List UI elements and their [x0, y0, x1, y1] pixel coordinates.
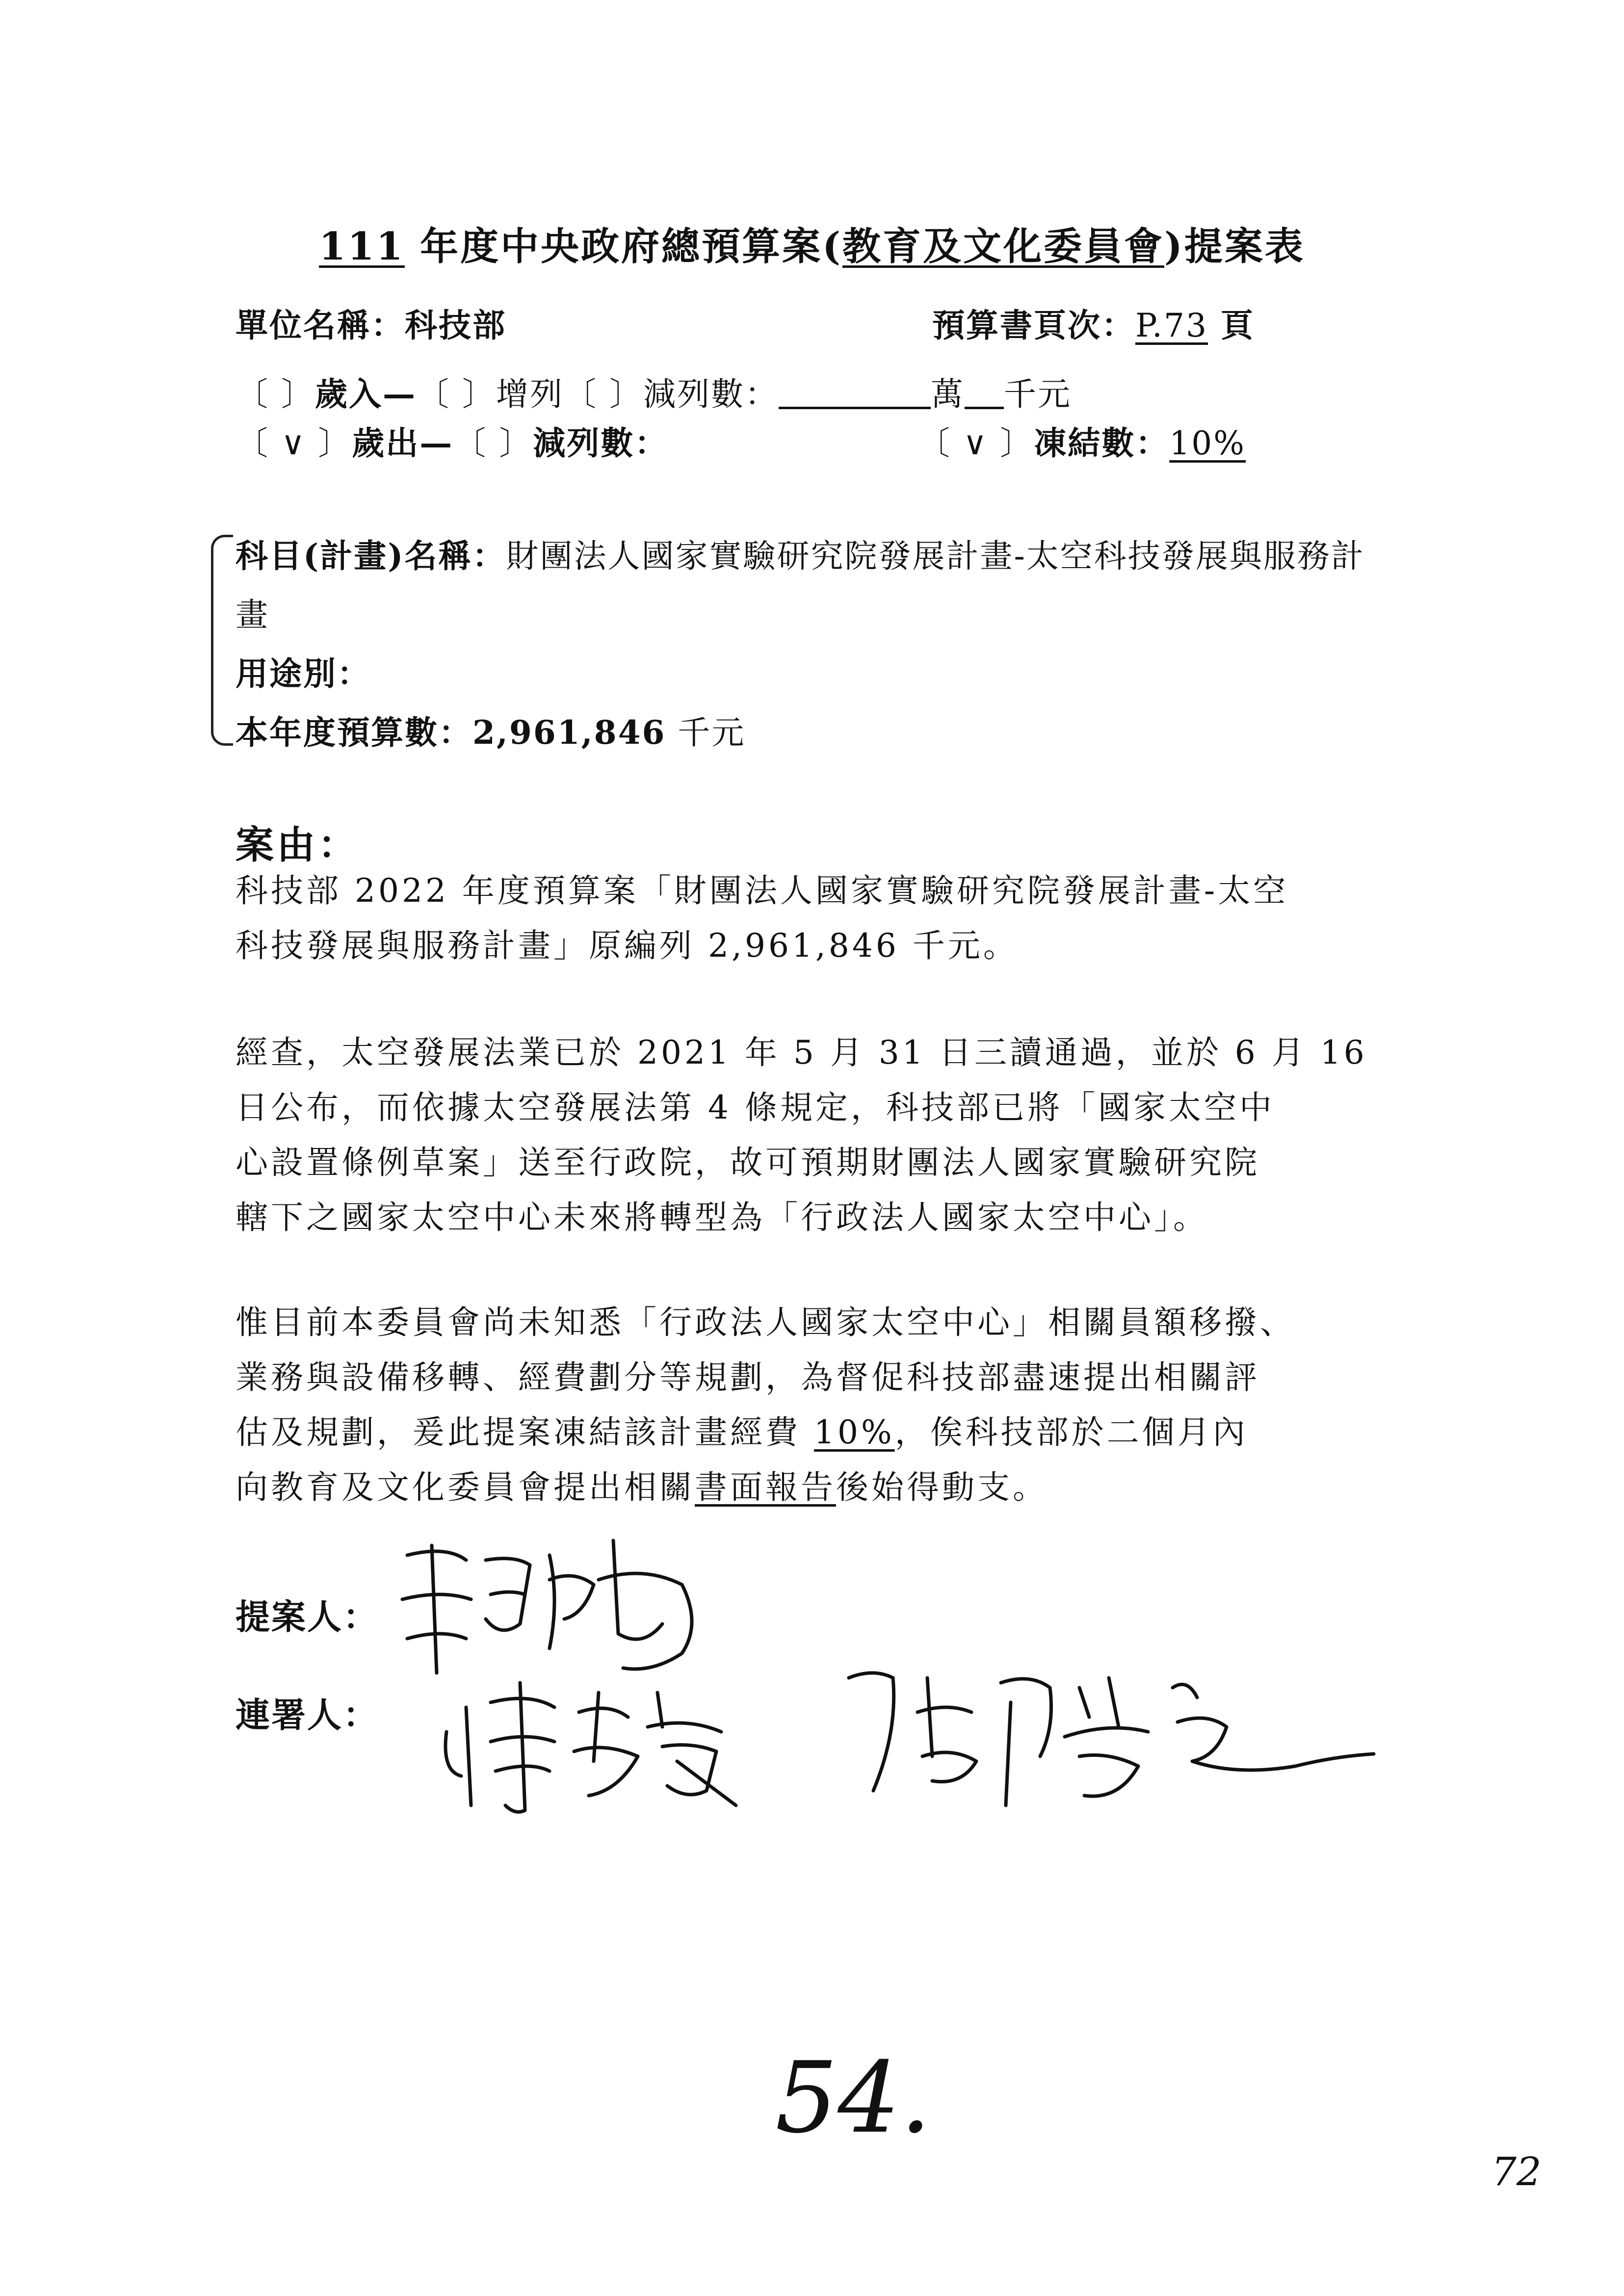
- expenditure-decrease: 減列數：: [533, 424, 669, 462]
- usage-label: 用途別：: [236, 654, 371, 693]
- title-committee: 教育及文化委員會: [842, 224, 1164, 269]
- title-text-b: )提案表: [1164, 224, 1305, 269]
- freeze-check: 〔 ∨ 〕: [917, 424, 1034, 462]
- proposer-label: 提案人：: [236, 1596, 379, 1637]
- budget-label: 本年度預算數：: [236, 713, 472, 752]
- revenue-increase: 增列: [496, 375, 564, 413]
- expenditure-label: 歲出—: [352, 424, 454, 462]
- budget-page-value: P.73: [1135, 307, 1208, 344]
- revenue-row: [236, 368, 1072, 415]
- budget-page-suffix: 頁: [1208, 306, 1255, 344]
- paragraph-3-line: 惟目前本委員會尚未知悉「行政法人國家太空中心」相關員額移撥、: [236, 1304, 1295, 1341]
- reason-heading: 案由：: [236, 823, 360, 867]
- unit-label: 單位名稱：: [236, 306, 405, 344]
- budget-value: 2,961,846: [472, 713, 666, 752]
- paragraph-2-line: 經查，太空發展法業已於 2021 年 5 月 31 日三讀通過，並於 6 月 16: [236, 1034, 1367, 1071]
- expenditure-check-1: 〔 ∨ 〕: [236, 424, 352, 462]
- expenditure-check-2: 〔 〕: [453, 424, 533, 462]
- left-bracket: [211, 535, 233, 746]
- cosigner-signature-2: [834, 1658, 1384, 1820]
- handwritten-page-number: 54.: [775, 2041, 932, 2155]
- item-value-line-2: 畫: [236, 596, 269, 634]
- cosigner-label: 連署人：: [236, 1695, 379, 1735]
- freeze-row: [917, 417, 1246, 464]
- revenue-label: 歲入—: [314, 375, 417, 413]
- revenue-amount-blank: [779, 407, 931, 409]
- paragraph-3-line: [236, 1405, 1295, 1460]
- freeze-label: 凍結數：: [1034, 424, 1170, 462]
- paragraph-1: [236, 863, 1288, 973]
- written-report: 書面報告: [695, 1468, 836, 1506]
- paragraph-3-text: 估及規劃，爰此提案凍結該計畫經費: [236, 1413, 814, 1451]
- paragraph-3: [236, 1295, 1295, 1515]
- paragraph-3-text: 後始得動支。: [836, 1468, 1048, 1506]
- paragraph-1-line: 科技部 2022 年度預算案「財團法人國家實驗研究院發展計畫-太空: [236, 872, 1289, 910]
- expenditure-row: [236, 417, 668, 464]
- budget-page-row: [932, 299, 1255, 346]
- revenue-check-2: 〔 〕: [416, 375, 496, 413]
- paragraph-2-line: 心設置條例草案」送至行政院，故可預期財團法人國家實驗研究院: [236, 1144, 1260, 1181]
- item-row: [236, 530, 1365, 576]
- paragraph-2-line: 轄下之國家太空中心未來將轉型為「行政法人國家太空中心」。: [236, 1199, 1208, 1236]
- item-value-line-1: 財團法人國家實驗研究院發展計畫-太空科技發展與服務計: [506, 537, 1365, 575]
- paragraph-3-line: 業務與設備移轉、經費劃分等規劃，為督促科技部盡速提出相關評: [236, 1358, 1260, 1396]
- revenue-unit-qian: 千元: [1003, 375, 1072, 413]
- budget-unit: 千元: [678, 714, 746, 752]
- item-label: 科目(計畫)名稱：: [236, 537, 506, 575]
- paragraph-1-line: 科技發展與服務計畫」原編列 2,961,846 千元。: [236, 927, 1019, 965]
- revenue-check-1: 〔 〕: [236, 375, 315, 413]
- paragraph-3-line: [236, 1460, 1295, 1515]
- cosigner-signature-1: [432, 1663, 765, 1820]
- unit-row: [236, 299, 506, 346]
- budget-page-label: 預算書頁次：: [932, 306, 1135, 344]
- paragraph-3-text: ，俟科技部於二個月內: [894, 1413, 1248, 1451]
- page-title: [0, 216, 1624, 271]
- revenue-check-3: 〔 〕: [563, 375, 643, 413]
- paragraph-2: [236, 1025, 1367, 1245]
- corner-number: 72: [1492, 2149, 1542, 2194]
- title-text-a: 年度中央政府總預算案(: [404, 224, 842, 269]
- budget-row: [236, 706, 745, 753]
- paragraph-3-text: 向教育及文化委員會提出相關: [236, 1468, 695, 1506]
- revenue-unit-wan: 萬: [930, 375, 965, 413]
- paragraph-2-line: 日公布，而依據太空發展法第 4 條規定，科技部已將「國家太空中: [236, 1089, 1275, 1126]
- revenue-thousand-blank: [965, 407, 1004, 409]
- freeze-value: 10%: [1169, 424, 1246, 462]
- revenue-decrease: 減列數：: [643, 375, 779, 413]
- unit-value: 科技部: [405, 306, 506, 344]
- freeze-percent-inline: 10%: [813, 1413, 895, 1451]
- title-year: 111: [319, 224, 405, 269]
